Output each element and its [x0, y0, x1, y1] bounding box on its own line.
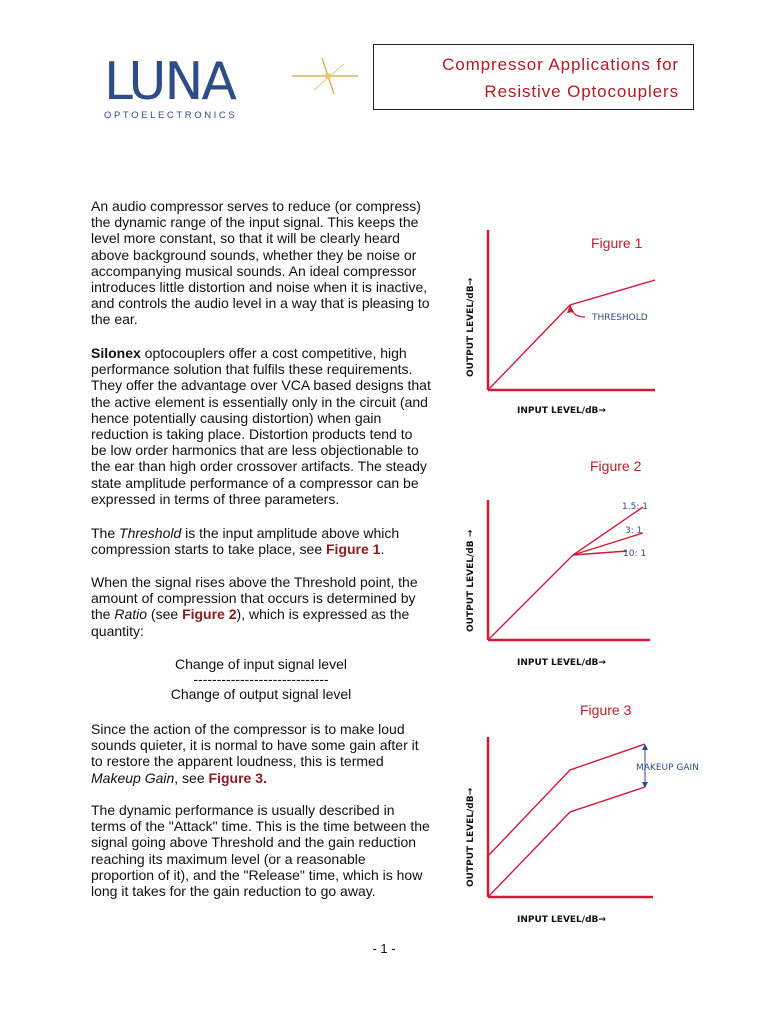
body-column	[91, 198, 431, 328]
figure-3-chart	[455, 732, 699, 932]
paragraph-threshold	[91, 525, 431, 557]
equation-divider: -----------------------------	[193, 671, 329, 688]
equation-denominator: Change of output signal level	[170, 686, 352, 703]
figure-2-link[interactable]: Figure 2	[182, 606, 237, 623]
figure-1-chart	[455, 225, 665, 425]
figure-2-xlabel: INPUT LEVEL/dB→	[517, 658, 606, 668]
figure-1-annotation: THRESHOLD	[592, 313, 648, 323]
figure-1-xlabel: INPUT LEVEL/dB→	[517, 406, 606, 416]
text-span: is the input amplitude above which compression starts to take place, see	[91, 525, 400, 558]
text-span: , see	[174, 769, 209, 786]
logo-flare-icon	[292, 56, 362, 106]
title-line-1: Compressor Applications for	[442, 55, 679, 74]
figure-2-curve-1-5	[488, 507, 643, 640]
figure-3-annotation: MAKEUP GAIN	[636, 763, 699, 773]
paragraph-silonex-text: optocouplers offer a cost competitive, high performance solution that fulfils these requirements. They offer the advantage over VCA based designs that the active element is essentially only in the circuit (and hence potentially causing distortion) when gain reduction is taking place. Distortion products tend to be low order harmonics that are less objectionable to the ear than high order crossover artifacts. The steady state amplitude performance of a compressor can be expressed in terms of three parameters.	[91, 345, 431, 507]
paragraph-makeup-gain	[91, 721, 431, 786]
figure-3-caption: Figure 3	[580, 702, 632, 718]
term-threshold: Threshold	[119, 525, 182, 541]
text-span: When the signal rises above the Threshold point, the amount of compression that occurs is determined by the	[91, 574, 418, 623]
text-span: .	[263, 769, 267, 786]
brand-name: Silonex	[91, 345, 141, 361]
figure-2-caption: Figure 2	[590, 458, 642, 474]
title-box	[373, 44, 694, 110]
figure-2-ratio-10: 10: 1	[623, 549, 647, 559]
figure-1-curve	[488, 280, 655, 390]
page-number: - 1 -	[372, 941, 396, 956]
figure-2-ylabel: OUTPUT LEVEL/dB →	[466, 529, 476, 632]
paragraph-dynamic-text: The dynamic performance is usually described in terms of the "Attack" time. This is the time between the signal going above Threshold and the gain reduction reaching its maximum level (or a reasonable proportion of it), and the "Release" time, which is how long it takes for the gain reduction to go away.	[91, 802, 430, 900]
paragraph-intro: An audio compressor serves to reduce (or compress) the dynamic range of the input signal. This keeps the level more constant, so that it will be clearly heard above background sounds, whether they be noise or accompanying musical sounds. An ideal compressor introduces little distortion and noise when it is inactive, and controls the audio level in a way that is pleasing to the ear.	[91, 198, 430, 328]
title-line-2: Resistive Optocouplers	[484, 82, 679, 101]
paragraph-dynamic	[91, 802, 431, 899]
figure-3-link[interactable]: Figure 3	[208, 769, 263, 786]
figure-3-curve-upper	[488, 744, 645, 856]
figure-3-xlabel: INPUT LEVEL/dB→	[517, 915, 606, 925]
figure-2-chart	[455, 495, 675, 675]
text-span: .	[380, 541, 385, 558]
equation-numerator: Change of input signal level	[174, 656, 347, 672]
figure-2-ratio-1-5: 1.5: 1	[622, 502, 648, 512]
paragraph-silonex	[91, 345, 431, 507]
figure-3-ylabel: OUTPUT LEVEL/dB→	[466, 787, 476, 887]
logo-subtitle: OPTOELECTRONICS	[104, 110, 238, 121]
text-span: Since the action of the compressor is to make loud sounds quieter, it is normal to have some gain after it to restore the apparent loudness, this is termed	[91, 721, 419, 770]
term-ratio: Ratio	[114, 606, 148, 623]
text-span: (see	[147, 606, 183, 623]
paragraph-ratio	[91, 574, 431, 639]
ratio-equation	[91, 656, 431, 702]
figure-3-curve-lower	[488, 787, 645, 897]
figure-1-ylabel: OUTPUT LEVEL/dB→	[466, 277, 476, 377]
figure-1-caption: Figure 1	[591, 235, 643, 251]
logo-wordmark: LUNA	[104, 52, 235, 112]
figure-2-ratio-3: 3: 1	[625, 526, 643, 536]
text-span: ), which is expressed as the quantity:	[91, 606, 410, 639]
text-span: The	[91, 525, 120, 541]
figure-1-link[interactable]: Figure 1	[326, 541, 381, 558]
luna-logo	[104, 52, 238, 121]
term-makeup-gain: Makeup Gain	[91, 769, 175, 786]
